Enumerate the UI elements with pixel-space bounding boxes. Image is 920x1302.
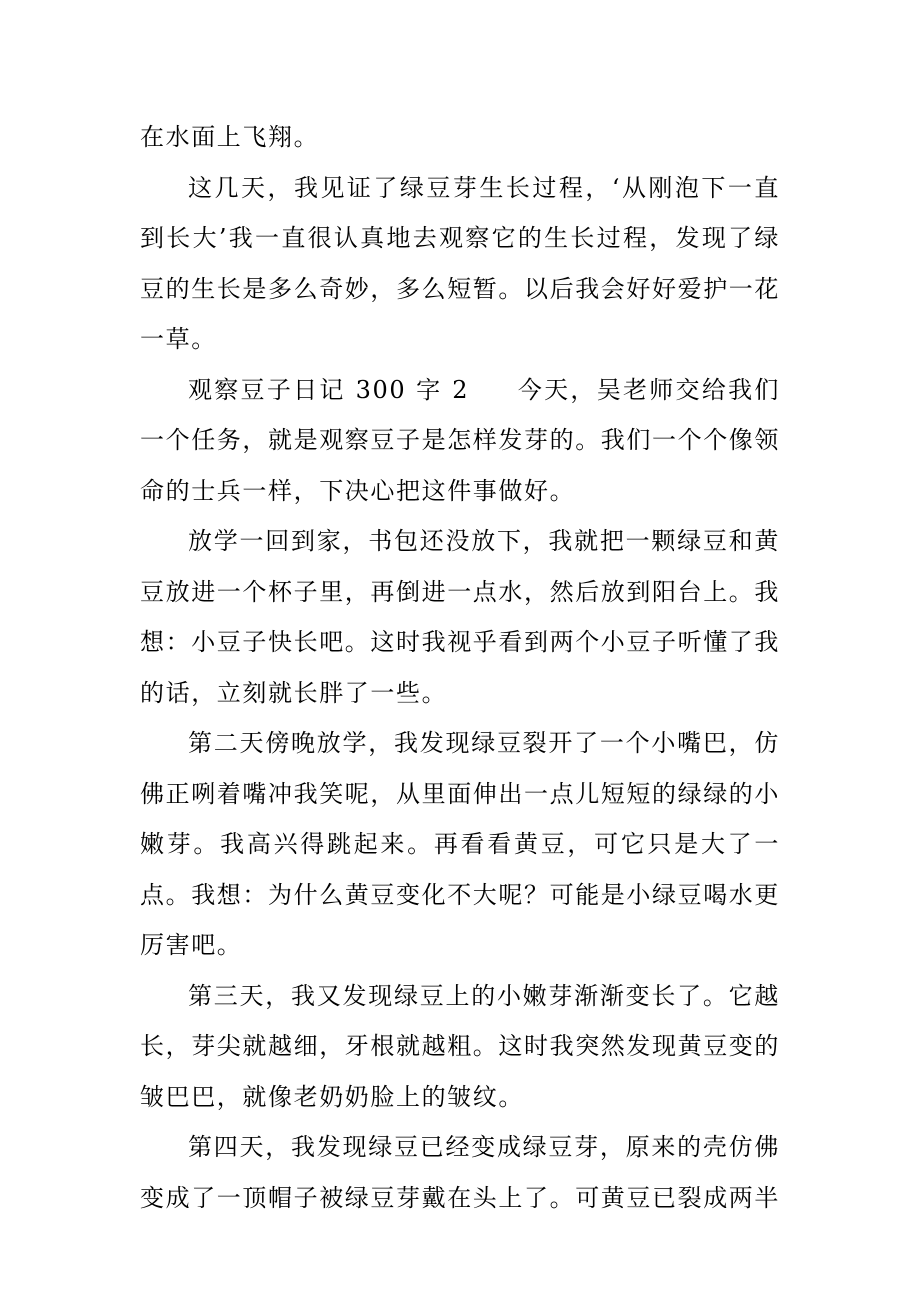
paragraph-2: 这几天，我见证了绿豆芽生长过程，‘从刚泡下一直到长大’我一直很认真地去观察它的生长过程，发现了绿豆的生长是多么奇妙，多么短暂。以后我会好好爱护一花一草。 <box>140 173 780 353</box>
paragraph-3 <box>140 365 780 517</box>
paragraph-1: 在水面上飞翔。 <box>140 123 320 151</box>
paragraph-7: 第四天，我发现绿豆已经变成绿豆芽，原来的壳仿佛变成了一顶帽子被绿豆芽戴在头上了。可黄豆已裂成两半 <box>140 1133 780 1212</box>
diary-heading: 观察豆子日记 300 字 2 <box>188 375 470 404</box>
paragraph-5: 第二天傍晚放学，我发现绿豆裂开了一个小嘴巴，仿佛正咧着嘴冲我笑呢，从里面伸出一点儿短短的绿绿的小嫩芽。我高兴得跳起来。再看看黄豆，可它只是大了一点。我想：为什么黄豆变化不大呢？可能是小绿豆喝水更厉害吧。 <box>140 729 780 959</box>
document-body <box>140 112 780 1223</box>
paragraph-4: 放学一回到家，书包还没放下，我就把一颗绿豆和黄豆放进一个杯子里，再倒进一点水，然后放到阳台上。我想：小豆子快长吧。这时我视乎看到两个小豆子听懂了我的话，立刻就长胖了一些。 <box>140 527 780 707</box>
paragraph-3-text: 今天，吴老师交给我们一个任务，就是观察豆子是怎样发芽的。我们一个个像领命的士兵一样，下决心把这件事做好。 <box>140 375 780 505</box>
paragraph-6: 第三天，我又发现绿豆上的小嫩芽渐渐变长了。它越长，芽尖就越细，牙根就越粗。这时我突然发现黄豆变的皱巴巴，就像老奶奶脸上的皱纹。 <box>140 981 780 1111</box>
